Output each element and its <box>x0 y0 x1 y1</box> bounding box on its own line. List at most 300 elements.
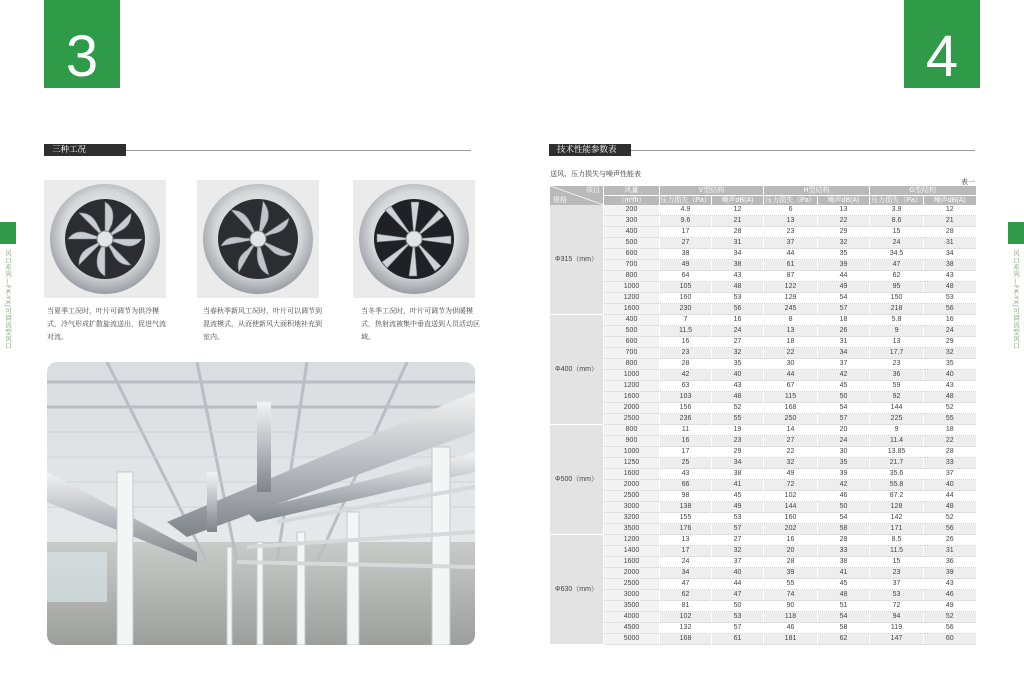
value-cell: 38 <box>818 557 870 568</box>
side-label-left: 风口系列—FK-YXJ可调流型风口 <box>4 250 12 350</box>
value-cell: 34 <box>712 249 764 260</box>
value-cell: 17.7 <box>870 348 924 359</box>
airflow-cell: 3200 <box>604 513 660 524</box>
value-cell: 4.9 <box>660 205 712 216</box>
airflow-cell: 1000 <box>604 282 660 293</box>
factory-installation-photo <box>47 362 475 645</box>
value-cell: 38 <box>924 260 976 271</box>
value-cell: 122 <box>764 282 818 293</box>
side-tab-left <box>0 222 16 244</box>
value-cell: 59 <box>870 381 924 392</box>
airflow-cell: 200 <box>604 205 660 216</box>
value-cell: 52 <box>924 513 976 524</box>
value-cell: 245 <box>764 304 818 315</box>
value-cell: 118 <box>764 612 818 623</box>
value-cell: 17 <box>660 227 712 238</box>
value-cell: 41 <box>712 480 764 491</box>
airflow-cell: 1600 <box>604 304 660 315</box>
value-cell: 225 <box>870 414 924 425</box>
value-cell: 25 <box>660 458 712 469</box>
value-cell: 144 <box>870 403 924 414</box>
table-row <box>550 513 976 524</box>
value-cell: 72 <box>870 601 924 612</box>
value-cell: 5.8 <box>870 315 924 326</box>
value-cell: 48 <box>924 392 976 403</box>
value-cell: 22 <box>924 436 976 447</box>
value-cell: 150 <box>870 293 924 304</box>
value-cell: 38 <box>712 469 764 480</box>
value-cell: 23 <box>870 568 924 579</box>
value-cell: 15 <box>870 227 924 238</box>
value-cell: 87.2 <box>870 491 924 502</box>
value-cell: 236 <box>660 414 712 425</box>
value-cell: 46 <box>764 623 818 634</box>
table-row <box>550 293 976 304</box>
value-cell: 44 <box>712 579 764 590</box>
value-cell: 37 <box>818 359 870 370</box>
value-cell: 35 <box>818 458 870 469</box>
value-cell: 54 <box>818 513 870 524</box>
airflow-cell: 400 <box>604 315 660 326</box>
value-cell: 53 <box>712 612 764 623</box>
value-cell: 28 <box>924 447 976 458</box>
value-cell: 64 <box>660 271 712 282</box>
table-row <box>550 348 976 359</box>
table-row <box>550 359 976 370</box>
value-cell: 54 <box>818 403 870 414</box>
value-cell: 36 <box>924 557 976 568</box>
fan-image-summer <box>44 180 166 298</box>
table-row <box>550 282 976 293</box>
value-cell: 168 <box>660 634 712 645</box>
value-cell: 67 <box>764 381 818 392</box>
value-cell: 52 <box>924 403 976 414</box>
section-title-tech: 技术性能参数表 <box>549 144 631 156</box>
table-label: 表一 <box>961 178 975 186</box>
value-cell: 45 <box>712 491 764 502</box>
value-cell: 35 <box>818 249 870 260</box>
header-g-pressure: 压力损失（Pa） <box>871 197 922 204</box>
table-row <box>550 623 976 634</box>
value-cell: 202 <box>764 524 818 535</box>
table-row <box>550 216 976 227</box>
value-cell: 43 <box>924 381 976 392</box>
value-cell: 47 <box>660 579 712 590</box>
value-cell: 55.8 <box>870 480 924 491</box>
value-cell: 16 <box>660 337 712 348</box>
caption-winter: 当冬季工况时，叶片可调节为供暖模式，热射流被集中垂直送到人员活动区域。 <box>361 307 480 341</box>
value-cell: 17 <box>660 447 712 458</box>
value-cell: 34.5 <box>870 249 924 260</box>
value-cell: 34 <box>818 348 870 359</box>
value-cell: 50 <box>818 392 870 403</box>
value-cell: 128 <box>870 502 924 513</box>
value-cell: 16 <box>660 436 712 447</box>
value-cell: 31 <box>924 546 976 557</box>
value-cell: 28 <box>924 227 976 238</box>
table-row <box>550 304 976 315</box>
value-cell: 15 <box>870 557 924 568</box>
table-row <box>550 403 976 414</box>
page-number-right: 4 <box>904 0 980 88</box>
airflow-cell: 800 <box>604 359 660 370</box>
value-cell: 52 <box>924 612 976 623</box>
value-cell: 8.5 <box>870 535 924 546</box>
value-cell: 18 <box>764 337 818 348</box>
value-cell: 49 <box>818 282 870 293</box>
airflow-cell: 3000 <box>604 502 660 513</box>
value-cell: 32 <box>924 348 976 359</box>
value-cell: 23 <box>660 348 712 359</box>
spec-cell: Φ630（mm） <box>550 535 604 645</box>
table-row <box>550 249 976 260</box>
value-cell: 32 <box>764 458 818 469</box>
value-cell: 49 <box>924 601 976 612</box>
value-cell: 60 <box>924 634 976 645</box>
airflow-cell: 700 <box>604 348 660 359</box>
airflow-cell: 500 <box>604 326 660 337</box>
value-cell: 28 <box>660 359 712 370</box>
table-row <box>550 601 976 612</box>
table-row <box>550 524 976 535</box>
value-cell: 218 <box>870 304 924 315</box>
value-cell: 13 <box>660 535 712 546</box>
value-cell: 43 <box>924 271 976 282</box>
value-cell: 31 <box>818 337 870 348</box>
value-cell: 35 <box>924 359 976 370</box>
table-row <box>550 590 976 601</box>
value-cell: 24 <box>818 436 870 447</box>
value-cell: 160 <box>660 293 712 304</box>
airflow-cell: 1200 <box>604 535 660 546</box>
value-cell: 33 <box>818 546 870 557</box>
value-cell: 6 <box>764 205 818 216</box>
value-cell: 13 <box>764 216 818 227</box>
value-cell: 51 <box>818 601 870 612</box>
value-cell: 11 <box>660 425 712 436</box>
value-cell: 13.85 <box>870 447 924 458</box>
value-cell: 56 <box>924 524 976 535</box>
value-cell: 37 <box>712 557 764 568</box>
value-cell: 40 <box>924 480 976 491</box>
value-cell: 39 <box>924 568 976 579</box>
table-row <box>550 436 976 447</box>
header-g-type: G型结构 <box>870 186 976 196</box>
header-airflow-unit: （m³/h） <box>604 196 660 206</box>
spec-cell: Φ315（mm） <box>550 205 604 315</box>
value-cell: 27 <box>712 337 764 348</box>
value-cell: 62 <box>870 271 924 282</box>
value-cell: 54 <box>818 612 870 623</box>
value-cell: 49 <box>660 260 712 271</box>
value-cell: 13 <box>764 326 818 337</box>
value-cell: 61 <box>712 634 764 645</box>
value-cell: 52 <box>712 403 764 414</box>
value-cell: 115 <box>764 392 818 403</box>
value-cell: 132 <box>660 623 712 634</box>
table-row <box>550 568 976 579</box>
value-cell: 37 <box>870 579 924 590</box>
spec-cell: Φ500（mm） <box>550 425 604 535</box>
value-cell: 34 <box>712 458 764 469</box>
value-cell: 42 <box>660 370 712 381</box>
value-cell: 102 <box>764 491 818 502</box>
value-cell: 27 <box>764 436 818 447</box>
value-cell: 45 <box>818 579 870 590</box>
value-cell: 8.6 <box>870 216 924 227</box>
table-row <box>550 370 976 381</box>
value-cell: 56 <box>712 304 764 315</box>
value-cell: 39 <box>818 260 870 271</box>
value-cell: 42 <box>818 370 870 381</box>
header-v-noise: 噪声dB(A) <box>712 196 764 206</box>
value-cell: 18 <box>818 315 870 326</box>
value-cell: 32 <box>712 348 764 359</box>
value-cell: 40 <box>924 370 976 381</box>
value-cell: 28 <box>712 227 764 238</box>
table-row <box>550 260 976 271</box>
value-cell: 39 <box>764 568 818 579</box>
value-cell: 32 <box>818 238 870 249</box>
value-cell: 181 <box>764 634 818 645</box>
airflow-cell: 2000 <box>604 568 660 579</box>
value-cell: 53 <box>712 513 764 524</box>
value-cell: 58 <box>818 623 870 634</box>
value-cell: 12 <box>924 205 976 216</box>
value-cell: 22 <box>818 216 870 227</box>
table-row <box>550 326 976 337</box>
value-cell: 16 <box>764 535 818 546</box>
value-cell: 29 <box>712 447 764 458</box>
value-cell: 102 <box>660 612 712 623</box>
value-cell: 103 <box>660 392 712 403</box>
section-title-conditions: 三种工况 <box>44 144 126 156</box>
section-rule-left <box>126 150 471 151</box>
value-cell: 28 <box>764 557 818 568</box>
fan-image-transition <box>197 180 319 298</box>
table-row <box>550 447 976 458</box>
value-cell: 48 <box>924 502 976 513</box>
page-number-left: 3 <box>44 0 120 88</box>
airflow-cell: 2500 <box>604 579 660 590</box>
value-cell: 24 <box>660 557 712 568</box>
header-g-noise: 噪声dB(A) <box>924 196 976 206</box>
value-cell: 44 <box>924 491 976 502</box>
value-cell: 43 <box>712 271 764 282</box>
table-row <box>550 546 976 557</box>
caption-transition: 当春秋季新风工况时，叶片可以调节到混流模式，从而使新风大面积地补充到室内。 <box>203 307 322 341</box>
value-cell: 39 <box>818 469 870 480</box>
value-cell: 16 <box>712 315 764 326</box>
value-cell: 22 <box>764 447 818 458</box>
value-cell: 46 <box>924 590 976 601</box>
value-cell: 105 <box>660 282 712 293</box>
spec-cell: Φ400（mm） <box>550 315 604 425</box>
value-cell: 53 <box>924 293 976 304</box>
value-cell: 90 <box>764 601 818 612</box>
value-cell: 95 <box>870 282 924 293</box>
table-row <box>550 469 976 480</box>
value-cell: 21 <box>712 216 764 227</box>
value-cell: 29 <box>818 227 870 238</box>
value-cell: 50 <box>712 601 764 612</box>
value-cell: 13 <box>870 337 924 348</box>
value-cell: 57 <box>712 623 764 634</box>
value-cell: 34 <box>660 568 712 579</box>
value-cell: 49 <box>764 469 818 480</box>
value-cell: 230 <box>660 304 712 315</box>
value-cell: 16 <box>924 315 976 326</box>
table-row <box>550 392 976 403</box>
value-cell: 48 <box>818 590 870 601</box>
value-cell: 14 <box>764 425 818 436</box>
table-row <box>550 557 976 568</box>
airflow-cell: 2000 <box>604 403 660 414</box>
value-cell: 18 <box>924 425 976 436</box>
value-cell: 11.5 <box>870 546 924 557</box>
value-cell: 47 <box>870 260 924 271</box>
table-row <box>550 271 976 282</box>
header-v-pressure: 压力损失（Pa） <box>660 197 711 204</box>
value-cell: 66 <box>660 480 712 491</box>
value-cell: 63 <box>660 381 712 392</box>
airflow-cell: 300 <box>604 216 660 227</box>
airflow-cell: 5000 <box>604 634 660 645</box>
value-cell: 46 <box>818 491 870 502</box>
value-cell: 19 <box>712 425 764 436</box>
airflow-cell: 1000 <box>604 370 660 381</box>
table-row <box>550 491 976 502</box>
table-row <box>550 458 976 469</box>
value-cell: 21 <box>924 216 976 227</box>
value-cell: 27 <box>660 238 712 249</box>
value-cell: 8 <box>764 315 818 326</box>
value-cell: 28 <box>818 535 870 546</box>
value-cell: 38 <box>712 260 764 271</box>
value-cell: 55 <box>764 579 818 590</box>
airflow-cell: 1000 <box>604 447 660 458</box>
value-cell: 57 <box>818 414 870 425</box>
value-cell: 43 <box>924 579 976 590</box>
value-cell: 43 <box>660 469 712 480</box>
value-cell: 168 <box>764 403 818 414</box>
value-cell: 49 <box>712 502 764 513</box>
value-cell: 55 <box>924 414 976 425</box>
airflow-cell: 1250 <box>604 458 660 469</box>
value-cell: 23 <box>712 436 764 447</box>
value-cell: 29 <box>924 337 976 348</box>
value-cell: 57 <box>818 304 870 315</box>
value-cell: 54 <box>818 293 870 304</box>
value-cell: 21.7 <box>870 458 924 469</box>
value-cell: 171 <box>870 524 924 535</box>
value-cell: 58 <box>818 524 870 535</box>
airflow-cell: 900 <box>604 436 660 447</box>
table-row <box>550 425 976 436</box>
value-cell: 48 <box>712 282 764 293</box>
airflow-cell: 4000 <box>604 612 660 623</box>
airflow-cell: 600 <box>604 337 660 348</box>
value-cell: 38 <box>660 249 712 260</box>
value-cell: 43 <box>712 381 764 392</box>
table-subtitle: 送风、压力损失与噪声性能表 <box>550 170 641 178</box>
value-cell: 24 <box>712 326 764 337</box>
header-airflow: 风量 <box>604 186 660 196</box>
table-row <box>550 205 976 216</box>
airflow-cell: 800 <box>604 425 660 436</box>
value-cell: 44 <box>764 370 818 381</box>
value-cell: 50 <box>818 502 870 513</box>
table-row <box>550 634 976 645</box>
value-cell: 56 <box>924 623 976 634</box>
value-cell: 22 <box>764 348 818 359</box>
value-cell: 42 <box>818 480 870 491</box>
value-cell: 57 <box>712 524 764 535</box>
airflow-cell: 1600 <box>604 392 660 403</box>
value-cell: 138 <box>660 502 712 513</box>
side-label-right: 风口系列—FK-YXJ可调流型风口 <box>1012 250 1020 350</box>
value-cell: 61 <box>764 260 818 271</box>
table-row <box>550 315 976 326</box>
side-tab-right <box>1008 222 1024 244</box>
airflow-cell: 400 <box>604 227 660 238</box>
value-cell: 13 <box>818 205 870 216</box>
value-cell: 47 <box>712 590 764 601</box>
value-cell: 23 <box>870 359 924 370</box>
value-cell: 129 <box>764 293 818 304</box>
airflow-cell: 1600 <box>604 469 660 480</box>
value-cell: 36 <box>870 370 924 381</box>
value-cell: 176 <box>660 524 712 535</box>
airflow-cell: 4500 <box>604 623 660 634</box>
value-cell: 55 <box>712 414 764 425</box>
airflow-cell: 800 <box>604 271 660 282</box>
header-spec-top: 项目 <box>586 187 600 194</box>
value-cell: 26 <box>924 535 976 546</box>
value-cell: 9 <box>870 425 924 436</box>
value-cell: 147 <box>870 634 924 645</box>
value-cell: 94 <box>870 612 924 623</box>
airflow-cell: 3000 <box>604 590 660 601</box>
airflow-cell: 3500 <box>604 524 660 535</box>
value-cell: 144 <box>764 502 818 513</box>
table-row <box>550 612 976 623</box>
table-row <box>550 579 976 590</box>
value-cell: 30 <box>818 447 870 458</box>
section-rule-right <box>631 150 975 151</box>
airflow-cell: 2500 <box>604 491 660 502</box>
value-cell: 9 <box>870 326 924 337</box>
value-cell: 9.6 <box>660 216 712 227</box>
value-cell: 27 <box>712 535 764 546</box>
value-cell: 30 <box>764 359 818 370</box>
value-cell: 32 <box>712 546 764 557</box>
header-h-noise: 噪声dB(A) <box>818 196 870 206</box>
value-cell: 72 <box>764 480 818 491</box>
value-cell: 92 <box>870 392 924 403</box>
value-cell: 12 <box>712 205 764 216</box>
table-row <box>550 535 976 546</box>
table-row <box>550 480 976 491</box>
table-row <box>550 502 976 513</box>
header-v-type: V型结构 <box>660 186 764 196</box>
value-cell: 44 <box>818 271 870 282</box>
value-cell: 17 <box>660 546 712 557</box>
value-cell: 98 <box>660 491 712 502</box>
value-cell: 11.5 <box>660 326 712 337</box>
value-cell: 24 <box>924 326 976 337</box>
value-cell: 87 <box>764 271 818 282</box>
